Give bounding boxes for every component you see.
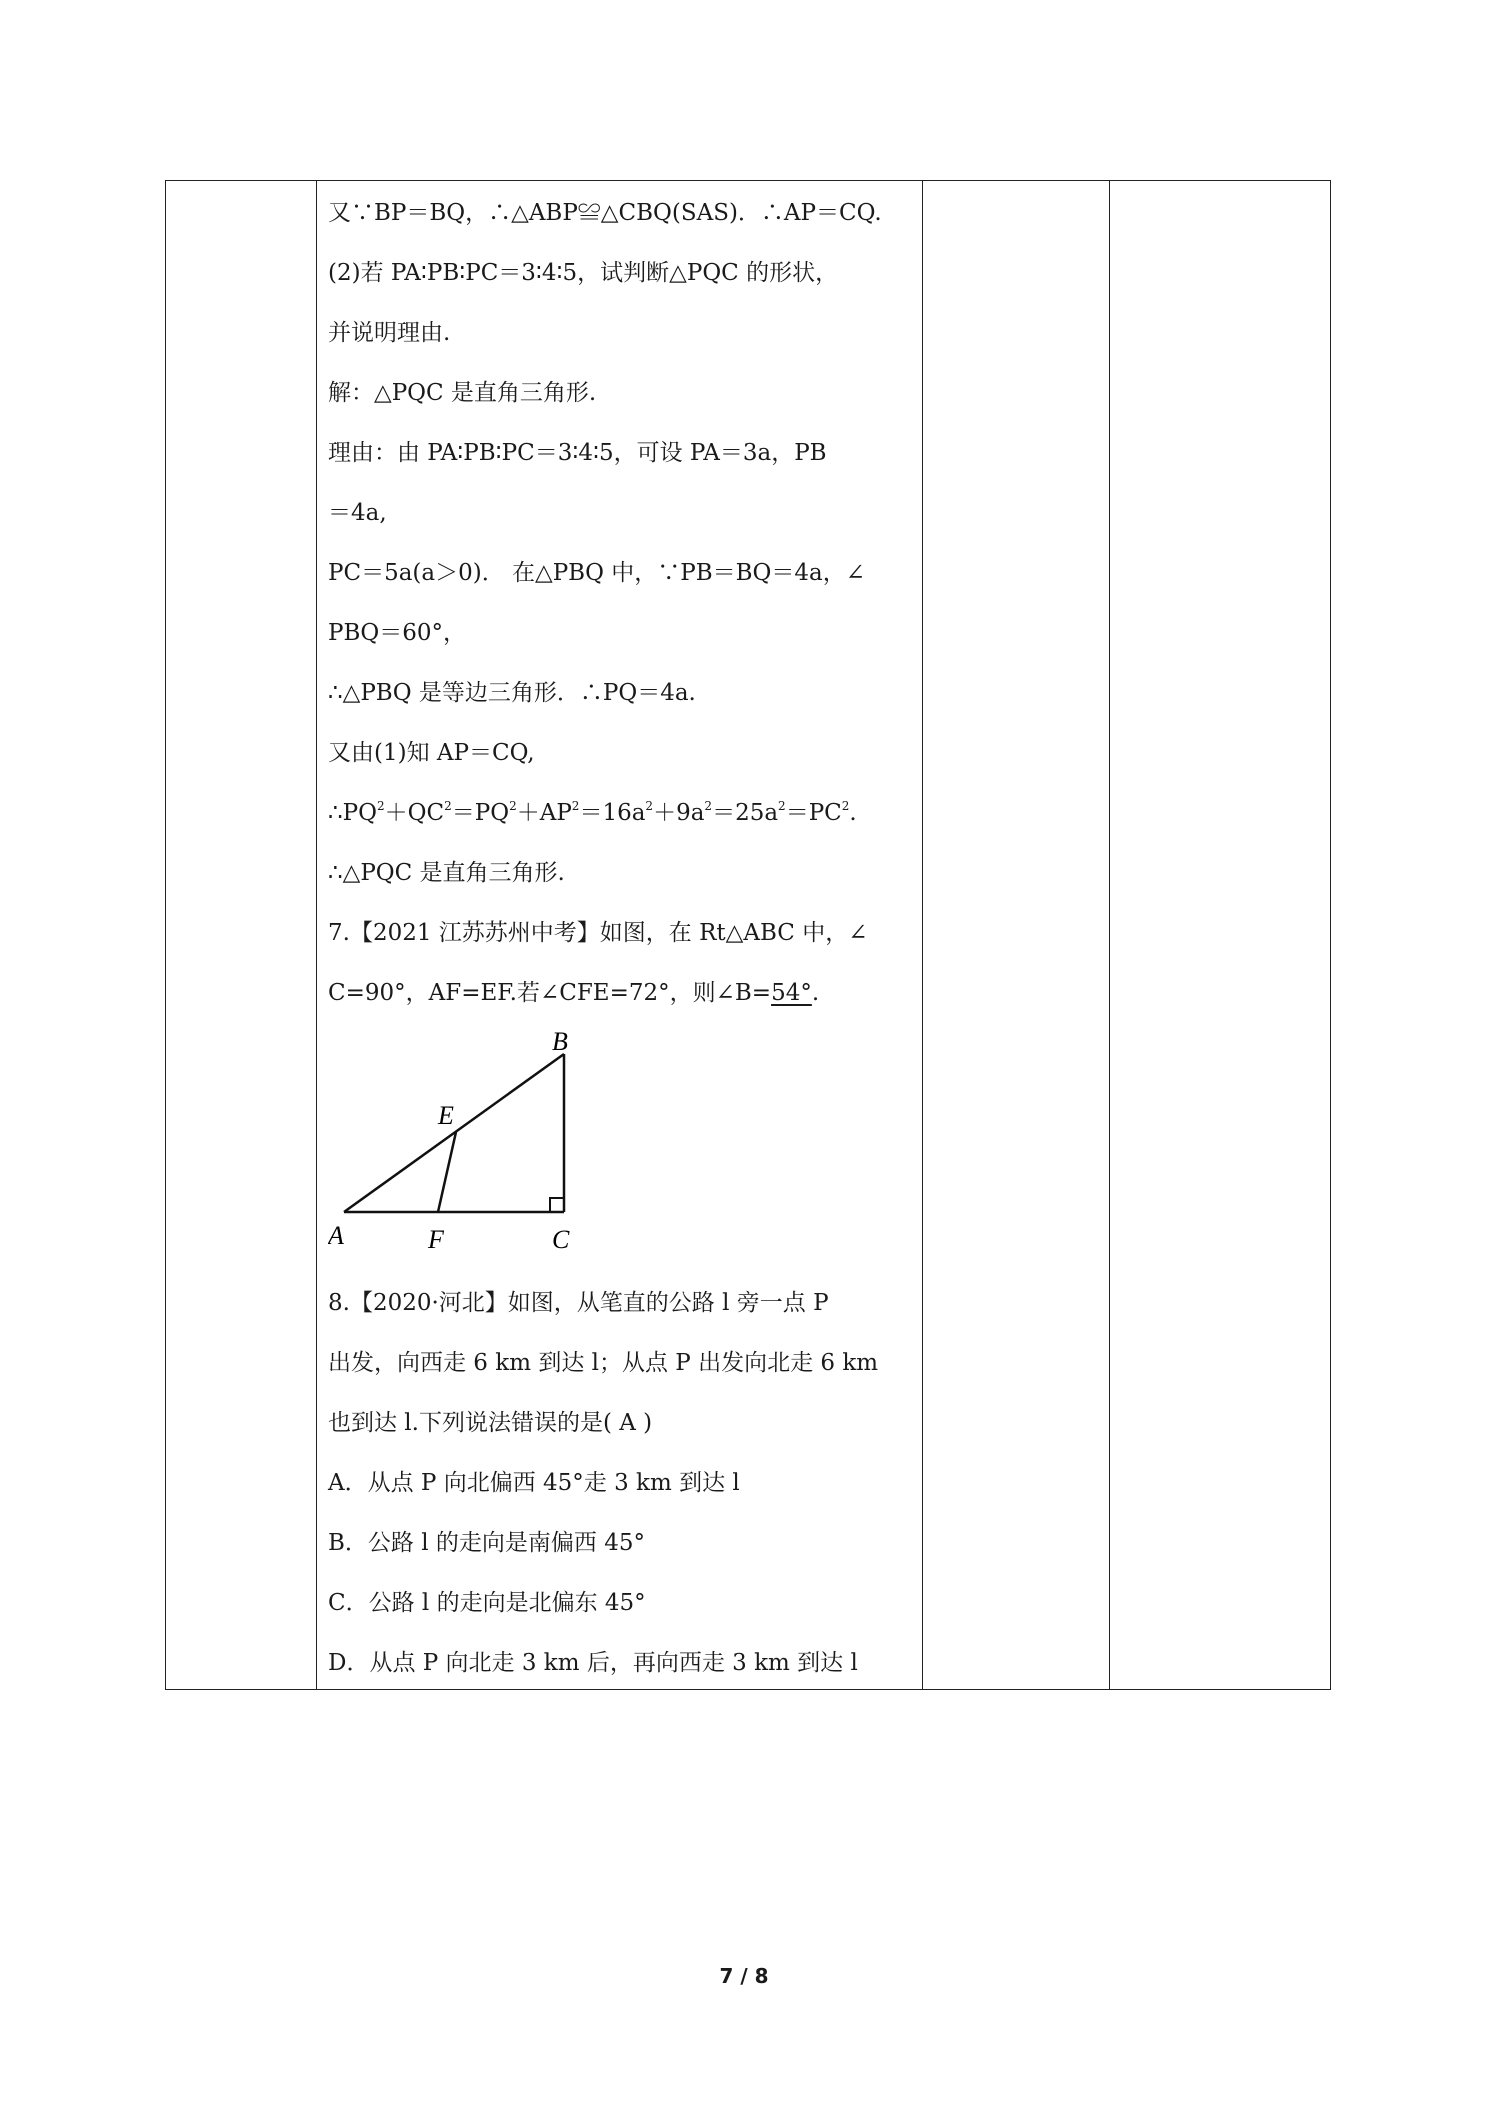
text-line: PBQ＝60°， — [328, 620, 466, 646]
question-8-line-2: 出发，向西走 6 km 到达 l；从点 P 出发向北走 6 km — [328, 1350, 879, 1376]
conclusion-line: ∴△PQC 是直角三角形. — [328, 860, 565, 886]
text-line: PC＝5a(a＞0)． 在△PBQ 中，∵PB＝BQ＝4a，∠ — [328, 560, 866, 586]
text-line: (2)若 PA∶PB∶PC＝3∶4∶5，试判断△PQC 的形状， — [328, 260, 839, 286]
label-b: B — [552, 1027, 568, 1056]
table-column-divider — [316, 181, 317, 1689]
segment-ab — [344, 1054, 564, 1212]
text-line: ＝4a, — [328, 500, 387, 526]
question-7-line-2: C=90°，AF=EF.若∠CFE=72°，则∠B=54°. — [328, 980, 820, 1006]
question-8-line-1: 8.【2020·河北】如图，从笔直的公路 l 旁一点 P — [328, 1290, 829, 1316]
table-column-divider — [922, 181, 923, 1689]
question-7-line-1: 7.【2021 江苏苏州中考】如图，在 Rt△ABC 中，∠ — [328, 920, 868, 946]
text-line: 又由(1)知 AP＝CQ, — [328, 740, 535, 766]
option-c: C．公路 l 的走向是北偏东 45° — [328, 1590, 646, 1616]
equation-line: $\therefore PQ^2+QC^2=PQ^2+AP^2=16a^2+9a^2=25a^2=PC^2$. — [328, 799, 857, 826]
text-line: 解：△PQC 是直角三角形. — [328, 380, 597, 406]
answer-blank: 54° — [771, 980, 812, 1006]
option-b: B．公路 l 的走向是南偏西 45° — [328, 1530, 645, 1556]
page-number: 7 / 8 — [719, 1964, 769, 1988]
label-f: F — [428, 1225, 444, 1254]
text-line: 又∵BP＝BQ，∴△ABP≌△CBQ(SAS)．∴AP＝CQ. — [328, 200, 882, 226]
triangle-figure — [328, 1020, 588, 1260]
label-e: E — [438, 1101, 454, 1130]
text-line: ∴△PBQ 是等边三角形．∴PQ＝4a. — [328, 680, 696, 706]
text-line: 理由：由 PA∶PB∶PC＝3∶4∶5，可设 PA＝3a，PB — [328, 440, 827, 466]
table-column-divider — [1109, 181, 1110, 1689]
label-a: A — [328, 1221, 344, 1250]
option-d: D．从点 P 向北走 3 km 后，再向西走 3 km 到达 l — [328, 1650, 858, 1676]
right-angle-mark — [550, 1198, 564, 1212]
text-line: 并说明理由. — [328, 320, 451, 346]
question-8-line-3: 也到达 l.下列说法错误的是( A ) — [328, 1410, 653, 1436]
option-a: A．从点 P 向北偏西 45°走 3 km 到达 l — [328, 1470, 740, 1496]
label-c: C — [552, 1225, 570, 1254]
